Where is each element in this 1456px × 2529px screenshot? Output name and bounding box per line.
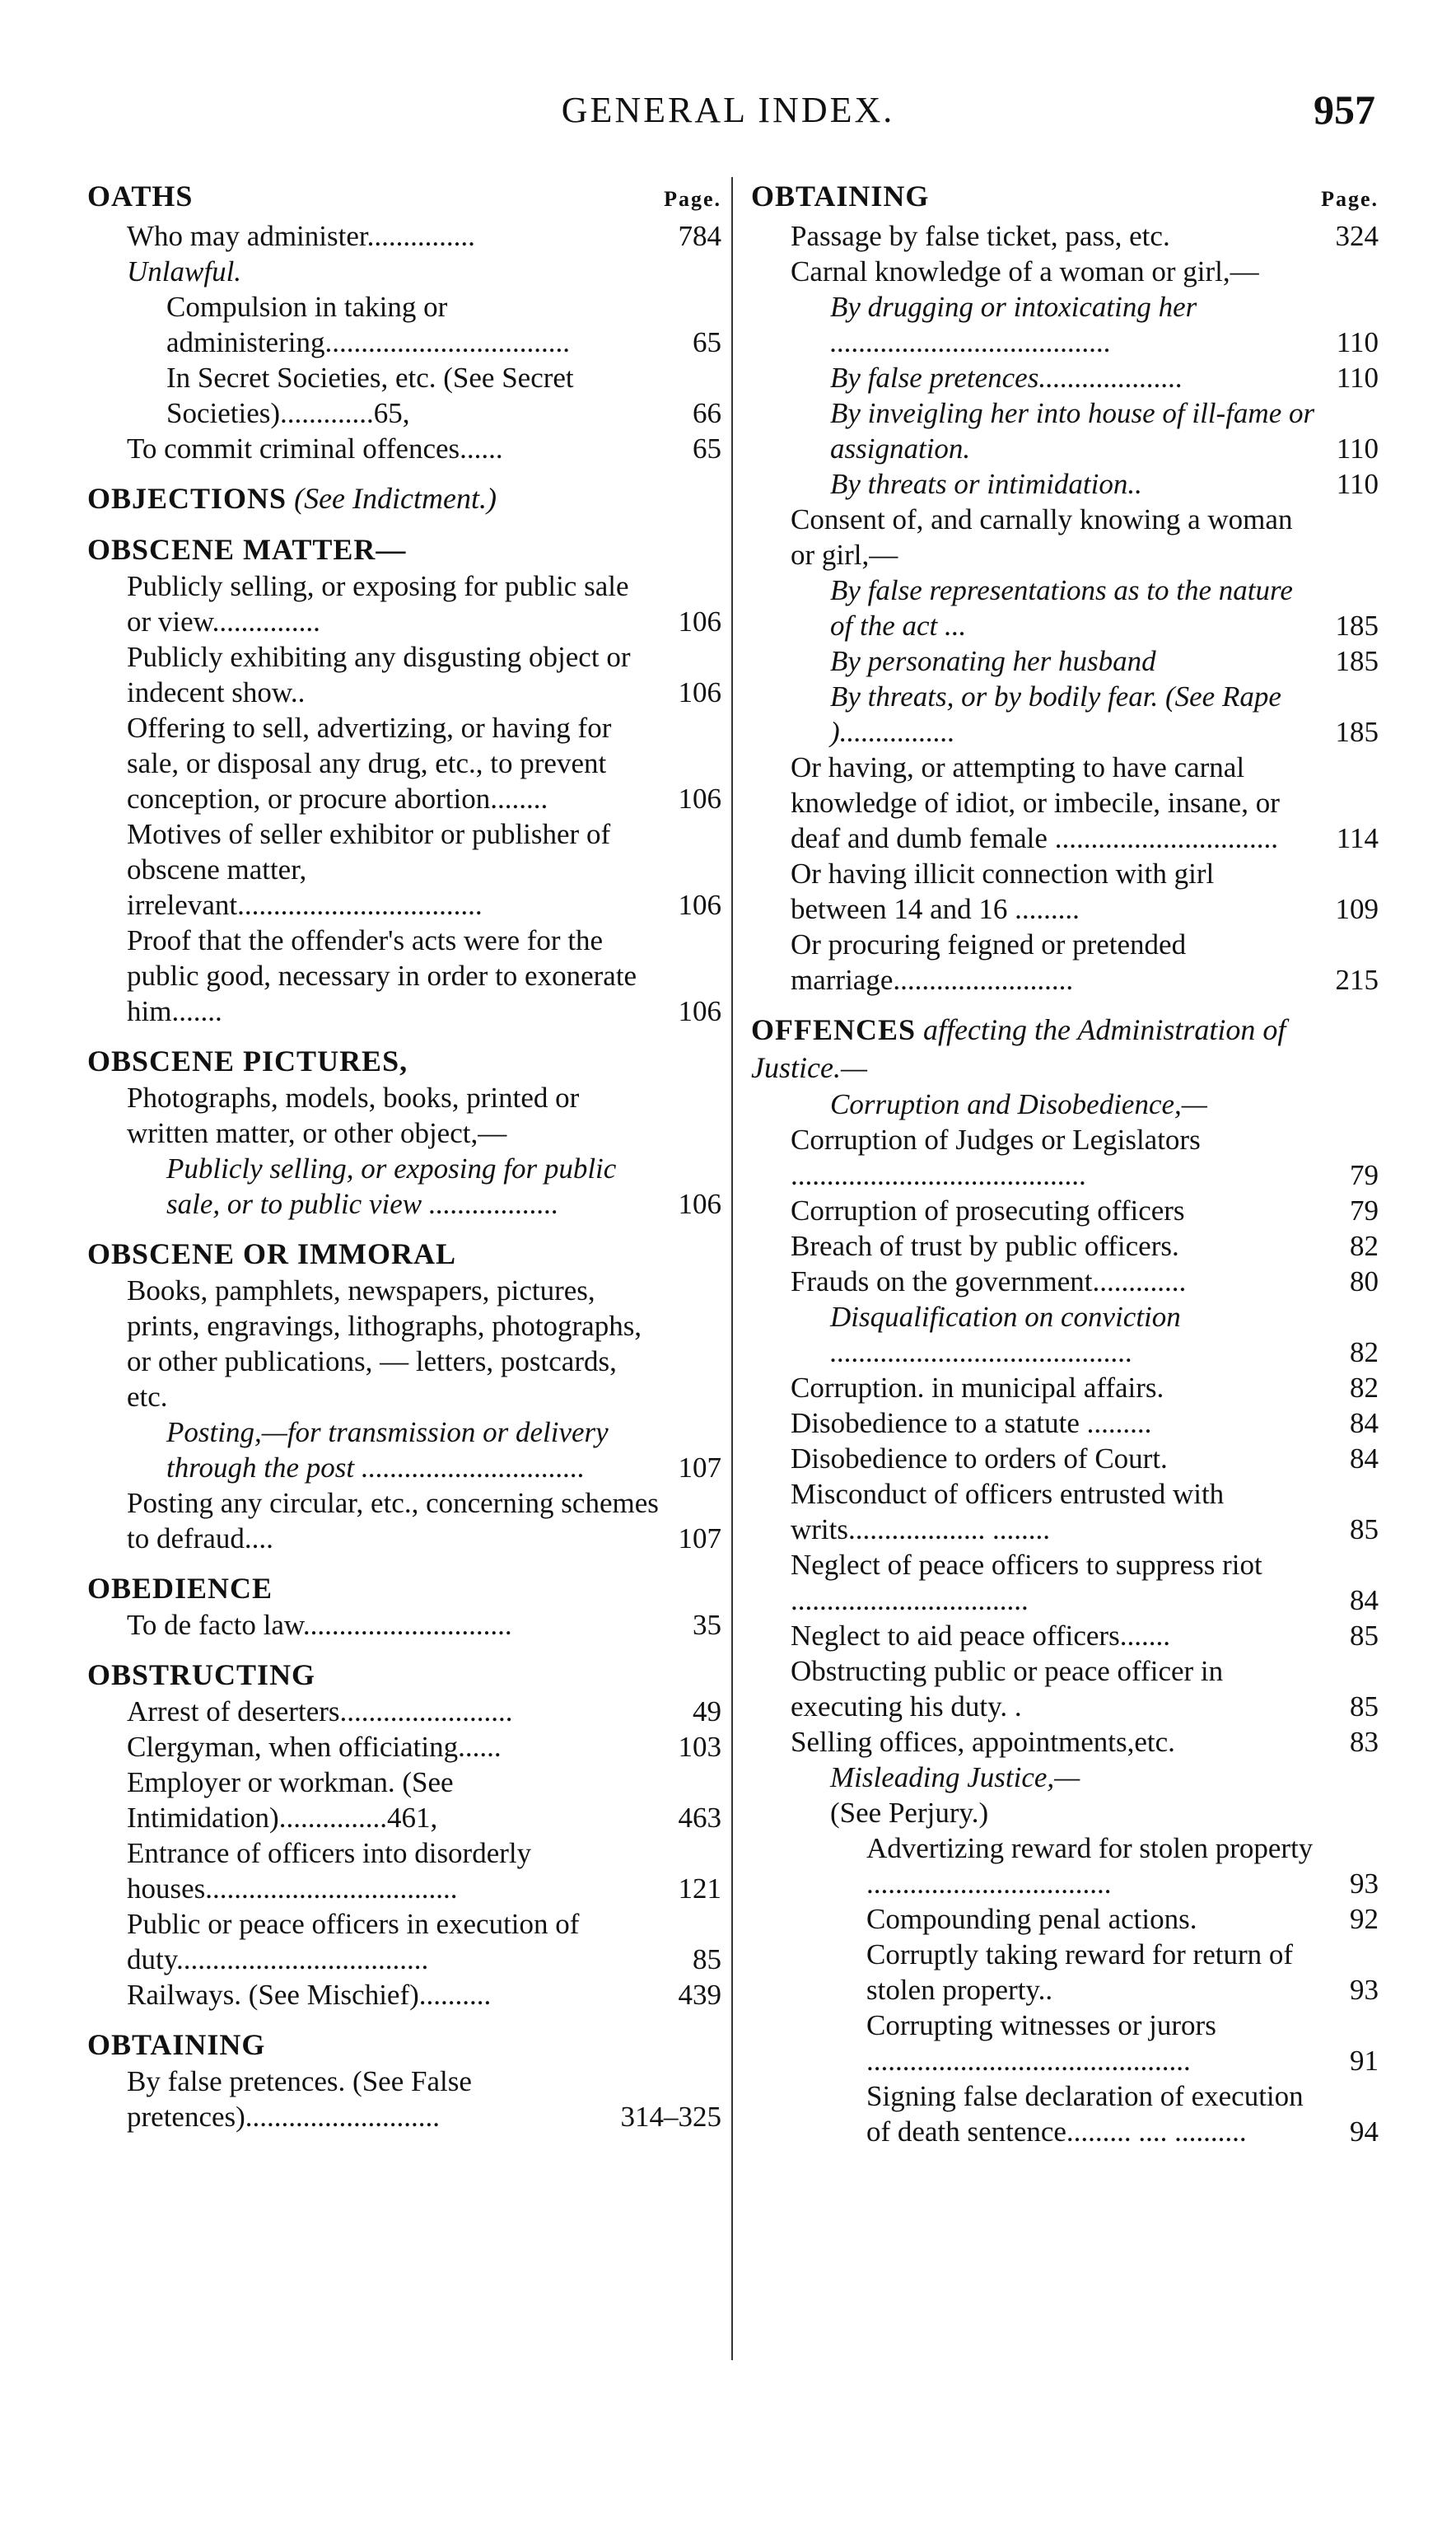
entry-text: Neglect to aid peace officers.......: [791, 1620, 1170, 1652]
index-entry: [87, 1765, 721, 1835]
entry-text: Publicly selling, or exposing for public sale, or to public view ..................: [166, 1152, 617, 1220]
entry-page-ref: 82: [1350, 1336, 1379, 1368]
index-heading: [87, 1042, 721, 1080]
entry-page-ref: 106: [678, 995, 721, 1027]
index-entry: [87, 289, 721, 360]
index-entry: [751, 573, 1379, 643]
column-divider: [731, 177, 733, 2360]
entry-page-ref: 65: [693, 432, 721, 465]
entry-text: Or having illicit connection with girl between 14 and 16 .........: [791, 858, 1215, 925]
entry-page-ref: 463: [678, 1802, 721, 1834]
index-heading-block: [87, 531, 721, 1029]
index-entry: [751, 502, 1379, 573]
index-heading: [751, 177, 1379, 218]
index-entry: [87, 1977, 721, 2012]
entry-page-ref: 106: [678, 1188, 721, 1220]
entry-text: To commit criminal offences......: [127, 432, 503, 465]
index-entry: [751, 1830, 1379, 1901]
entry-page-ref: 49: [693, 1695, 721, 1727]
index-entry: [87, 816, 721, 923]
index-entry: [751, 1653, 1379, 1724]
entry-text: Posting any circular, etc., concerning schemes to defraud....: [127, 1487, 659, 1554]
left-column: [87, 177, 721, 2148]
index-heading-block: [87, 479, 721, 517]
entry-page-ref: 85: [1350, 1513, 1379, 1545]
entry-text: Corruption. in municipal affairs.: [791, 1372, 1164, 1404]
heading-text: OBTAINING: [87, 2028, 266, 2061]
index-heading-block: [87, 1235, 721, 1556]
entry-text: Carnal knowledge of a woman or girl,—: [791, 255, 1259, 287]
entry-text: Obstructing public or peace officer in executing his duty. .: [791, 1655, 1224, 1723]
index-entry: [751, 1901, 1379, 1937]
entry-page-ref: 82: [1350, 1372, 1379, 1404]
index-entry: [87, 254, 721, 289]
index-entry: [751, 1724, 1379, 1760]
index-entry: [87, 1414, 721, 1485]
entry-text: Or having, or attempting to have carnal knowledge of idiot, or imbecile, insane, or deaf and dumb female ...............................: [791, 751, 1280, 854]
entry-text: Corruptly taking reward for return of stolen property..: [866, 1938, 1294, 2006]
entry-text: Signing false declaration of execution of death sentence......... .... ..........: [866, 2080, 1304, 2148]
entry-page-ref: 106: [678, 889, 721, 921]
index-entry: [87, 710, 721, 816]
page-number: 957: [1314, 86, 1375, 133]
entry-text: Corruption of Judges or Legislators .........................................: [791, 1124, 1201, 1191]
entry-page-ref: 106: [678, 605, 721, 638]
entry-text: (See Perjury.): [830, 1797, 989, 1829]
index-entry: [751, 466, 1379, 502]
index-entry: [751, 2008, 1379, 2078]
entry-page-ref: 103: [678, 1731, 721, 1763]
index-entry: [751, 360, 1379, 395]
index-entry: [87, 1906, 721, 1977]
index-entry: [87, 1273, 721, 1414]
page-column-label: Page.: [664, 187, 721, 211]
entry-text: Passage by false ticket, pass, etc.: [791, 220, 1170, 252]
index-entry: [751, 1122, 1379, 1193]
entry-page-ref: 84: [1350, 1584, 1379, 1616]
entry-page-ref: 324: [1335, 220, 1379, 252]
index-heading-block: [87, 1042, 721, 1222]
index-heading: [751, 1011, 1379, 1087]
entry-page-ref: 314–325: [620, 2101, 721, 2133]
entry-page-ref: 80: [1350, 1265, 1379, 1297]
entry-page-ref: 92: [1350, 1903, 1379, 1935]
index-entry: [87, 639, 721, 710]
entry-page-ref: 79: [1350, 1159, 1379, 1191]
index-entry: [751, 2078, 1379, 2149]
index-entry: [751, 1264, 1379, 1299]
entry-text: By threats or intimidation..: [830, 468, 1142, 500]
entry-text: Frauds on the government.............: [791, 1265, 1187, 1297]
index-entry: [751, 856, 1379, 927]
entry-text: Corruption and Disobedience,—: [830, 1088, 1207, 1120]
heading-qualifier: (See Indictment.): [287, 482, 497, 515]
heading-text: OBSTRUCTING: [87, 1658, 316, 1691]
index-entry: [751, 254, 1379, 289]
entry-text: Breach of trust by public officers.: [791, 1230, 1179, 1262]
index-entry: [751, 1937, 1379, 2008]
entry-page-ref: 82: [1350, 1230, 1379, 1262]
entry-text: Motives of seller exhibitor or publisher of obscene matter, irrelevant..................................: [127, 818, 611, 921]
entry-text: Compulsion in taking or administering..................................: [166, 291, 570, 358]
right-column: [751, 177, 1379, 2162]
page-column-label: Page.: [1321, 187, 1379, 211]
index-entry: [87, 1151, 721, 1222]
entry-text: Arrest of deserters........................: [127, 1695, 513, 1727]
index-entry: [87, 1080, 721, 1151]
index-heading: [87, 1569, 721, 1607]
heading-text: OFFENCES: [751, 1013, 917, 1046]
index-heading: [87, 479, 721, 517]
entry-page-ref: 215: [1335, 964, 1379, 996]
entry-text: By personating her husband: [830, 645, 1156, 677]
index-entry: [87, 568, 721, 639]
index-heading: [87, 2026, 721, 2064]
entry-text: Posting,—for transmission or delivery through the post ...............................: [166, 1416, 609, 1484]
index-entry: [87, 360, 721, 431]
index-heading-block: [87, 177, 721, 466]
index-entry: [751, 395, 1379, 466]
index-entry: [87, 2064, 721, 2134]
entry-page-ref: 94: [1350, 2115, 1379, 2148]
entry-text: Unlawful.: [127, 255, 242, 287]
entry-text: Disobedience to a statute .........: [791, 1407, 1152, 1439]
entry-text: Publicly selling, or exposing for public sale or view...............: [127, 570, 629, 638]
entry-text: Offering to sell, advertizing, or having for sale, or disposal any drug, etc., to prevent conception, or procure abortion........: [127, 712, 612, 815]
entry-page-ref: 109: [1335, 893, 1379, 925]
index-heading-block: [751, 1011, 1379, 2149]
entry-page-ref: 106: [678, 783, 721, 815]
index-heading: [87, 1235, 721, 1273]
entry-page-ref: 85: [693, 1943, 721, 1975]
entry-text: Public or peace officers in execution of duty...................................: [127, 1908, 580, 1975]
heading-text: OBSCENE PICTURES,: [87, 1045, 408, 1078]
index-entry: [87, 1729, 721, 1765]
entry-page-ref: 107: [678, 1451, 721, 1484]
entry-text: Consent of, and carnally knowing a woman or girl,—: [791, 503, 1293, 571]
entry-text: Or procuring feigned or pretended marriage.........................: [791, 928, 1187, 996]
entry-text: Who may administer...............: [127, 220, 475, 252]
entry-text: Misleading Justice,—: [830, 1761, 1080, 1793]
entry-text: By false pretences....................: [830, 362, 1183, 394]
index-entry: [87, 1485, 721, 1556]
entry-page-ref: 85: [1350, 1620, 1379, 1652]
entry-page-ref: 84: [1350, 1442, 1379, 1475]
heading-text: OBSCENE MATTER—: [87, 533, 407, 566]
entry-page-ref: 185: [1335, 645, 1379, 677]
index-entry: [87, 431, 721, 466]
index-entry: [751, 1618, 1379, 1653]
entry-page-ref: 110: [1336, 432, 1379, 465]
entry-page-ref: 66: [693, 397, 721, 429]
entry-text: In Secret Societies, etc. (See Secret Societies).............65,: [166, 362, 574, 429]
heading-text: OBTAINING: [751, 180, 930, 213]
index-entry: [751, 1547, 1379, 1618]
entry-page-ref: 110: [1336, 362, 1379, 394]
index-entry: [87, 1607, 721, 1643]
entry-text: Books, pamphlets, newspapers, pictures, prints, engravings, lithographs, photographs, or other publications, — letters, postcards, etc.: [127, 1274, 642, 1413]
entry-text: Compounding penal actions.: [866, 1903, 1197, 1935]
entry-text: By false pretences. (See False pretences)...........................: [127, 2065, 472, 2133]
heading-text: OBSCENE OR IMMORAL: [87, 1237, 457, 1270]
entry-text: Publicly exhibiting any disgusting object or indecent show..: [127, 641, 631, 708]
entry-text: Disqualification on conviction ..........................................: [830, 1301, 1181, 1368]
index-entry: [751, 1370, 1379, 1405]
index-entry: [751, 679, 1379, 750]
index-entry: [751, 1087, 1379, 1122]
entry-text: Corrupting witnesses or jurors .............................................: [866, 2009, 1216, 2077]
index-entry: [751, 750, 1379, 856]
entry-text: By drugging or intoxicating her .......................................: [830, 291, 1197, 358]
entry-page-ref: 93: [1350, 1974, 1379, 2006]
index-heading-block: [87, 1656, 721, 2012]
index-entry: [751, 643, 1379, 679]
entry-text: Employer or workman. (See Intimidation)...............461,: [127, 1766, 454, 1834]
index-entry: [751, 1760, 1379, 1795]
index-entry: [751, 1405, 1379, 1441]
index-entry: [87, 923, 721, 1029]
entry-page-ref: 106: [678, 676, 721, 708]
entry-page-ref: 439: [678, 1979, 721, 2011]
index-entry: [751, 1228, 1379, 1264]
entry-page-ref: 110: [1336, 468, 1379, 500]
entry-text: By false representations as to the nature of the act ...: [830, 574, 1293, 642]
entry-text: Disobedience to orders of Court.: [791, 1442, 1168, 1475]
entry-text: Photographs, models, books, printed or written matter, or other object,—: [127, 1082, 580, 1149]
index-entry: [751, 1193, 1379, 1228]
entry-page-ref: 185: [1335, 716, 1379, 748]
entry-text: Corruption of prosecuting officers: [791, 1194, 1185, 1227]
index-heading: [87, 1656, 721, 1694]
heading-qualifier: affecting the Administration of Justice.—: [751, 1013, 1286, 1084]
index-entry: [751, 1476, 1379, 1547]
entry-page-ref: 107: [678, 1522, 721, 1554]
index-heading-block: [87, 1569, 721, 1643]
entry-page-ref: 84: [1350, 1407, 1379, 1439]
entry-page-ref: 91: [1350, 2045, 1379, 2077]
heading-text: OBEDIENCE: [87, 1572, 273, 1605]
heading-text: OATHS: [87, 180, 194, 213]
index-entry: [751, 1795, 1379, 1830]
entry-page-ref: 93: [1350, 1868, 1379, 1900]
running-head: [0, 86, 1456, 138]
entry-text: By inveigling her into house of ill-fame or assignation.: [830, 397, 1315, 465]
entry-page-ref: 185: [1335, 610, 1379, 642]
index-heading-block: [87, 2026, 721, 2134]
entry-page-ref: 83: [1350, 1726, 1379, 1758]
entry-text: Railways. (See Mischief)..........: [127, 1979, 492, 2011]
entry-page-ref: 114: [1336, 822, 1379, 854]
entry-text: Entrance of officers into disorderly houses...................................: [127, 1837, 532, 1905]
entry-page-ref: 85: [1350, 1690, 1379, 1723]
entry-page-ref: 784: [678, 220, 721, 252]
index-entry: [751, 289, 1379, 360]
index-entry: [87, 218, 721, 254]
entry-page-ref: 35: [693, 1609, 721, 1641]
entry-page-ref: 121: [678, 1872, 721, 1905]
entry-text: Advertizing reward for stolen property ..................................: [866, 1832, 1314, 1900]
entry-text: Proof that the offender's acts were for the public good, necessary in order to exonerate him.......: [127, 924, 637, 1027]
index-heading-block: [751, 177, 1379, 998]
index-entry: [751, 218, 1379, 254]
heading-text: OBJECTIONS: [87, 482, 287, 515]
entry-text: Misconduct of officers entrusted with writs................... ........: [791, 1478, 1225, 1545]
index-entry: [87, 1694, 721, 1729]
entry-page-ref: 65: [693, 326, 721, 358]
index-entry: [751, 1441, 1379, 1476]
running-title: GENERAL INDEX.: [561, 90, 895, 130]
index-entry: [751, 1299, 1379, 1370]
entry-text: To de facto law.............................: [127, 1609, 512, 1641]
entry-page-ref: 79: [1350, 1194, 1379, 1227]
index-heading: [87, 177, 721, 218]
entry-text: Neglect of peace officers to suppress riot .................................: [791, 1549, 1262, 1616]
entry-page-ref: 110: [1336, 326, 1379, 358]
entry-text: Clergyman, when officiating......: [127, 1731, 502, 1763]
entry-text: Selling offices, appointments,etc.: [791, 1726, 1175, 1758]
index-entry: [751, 927, 1379, 998]
entry-text: By threats, or by bodily fear. (See Rape )................: [830, 680, 1281, 748]
index-entry: [87, 1835, 721, 1906]
index-heading: [87, 531, 721, 568]
